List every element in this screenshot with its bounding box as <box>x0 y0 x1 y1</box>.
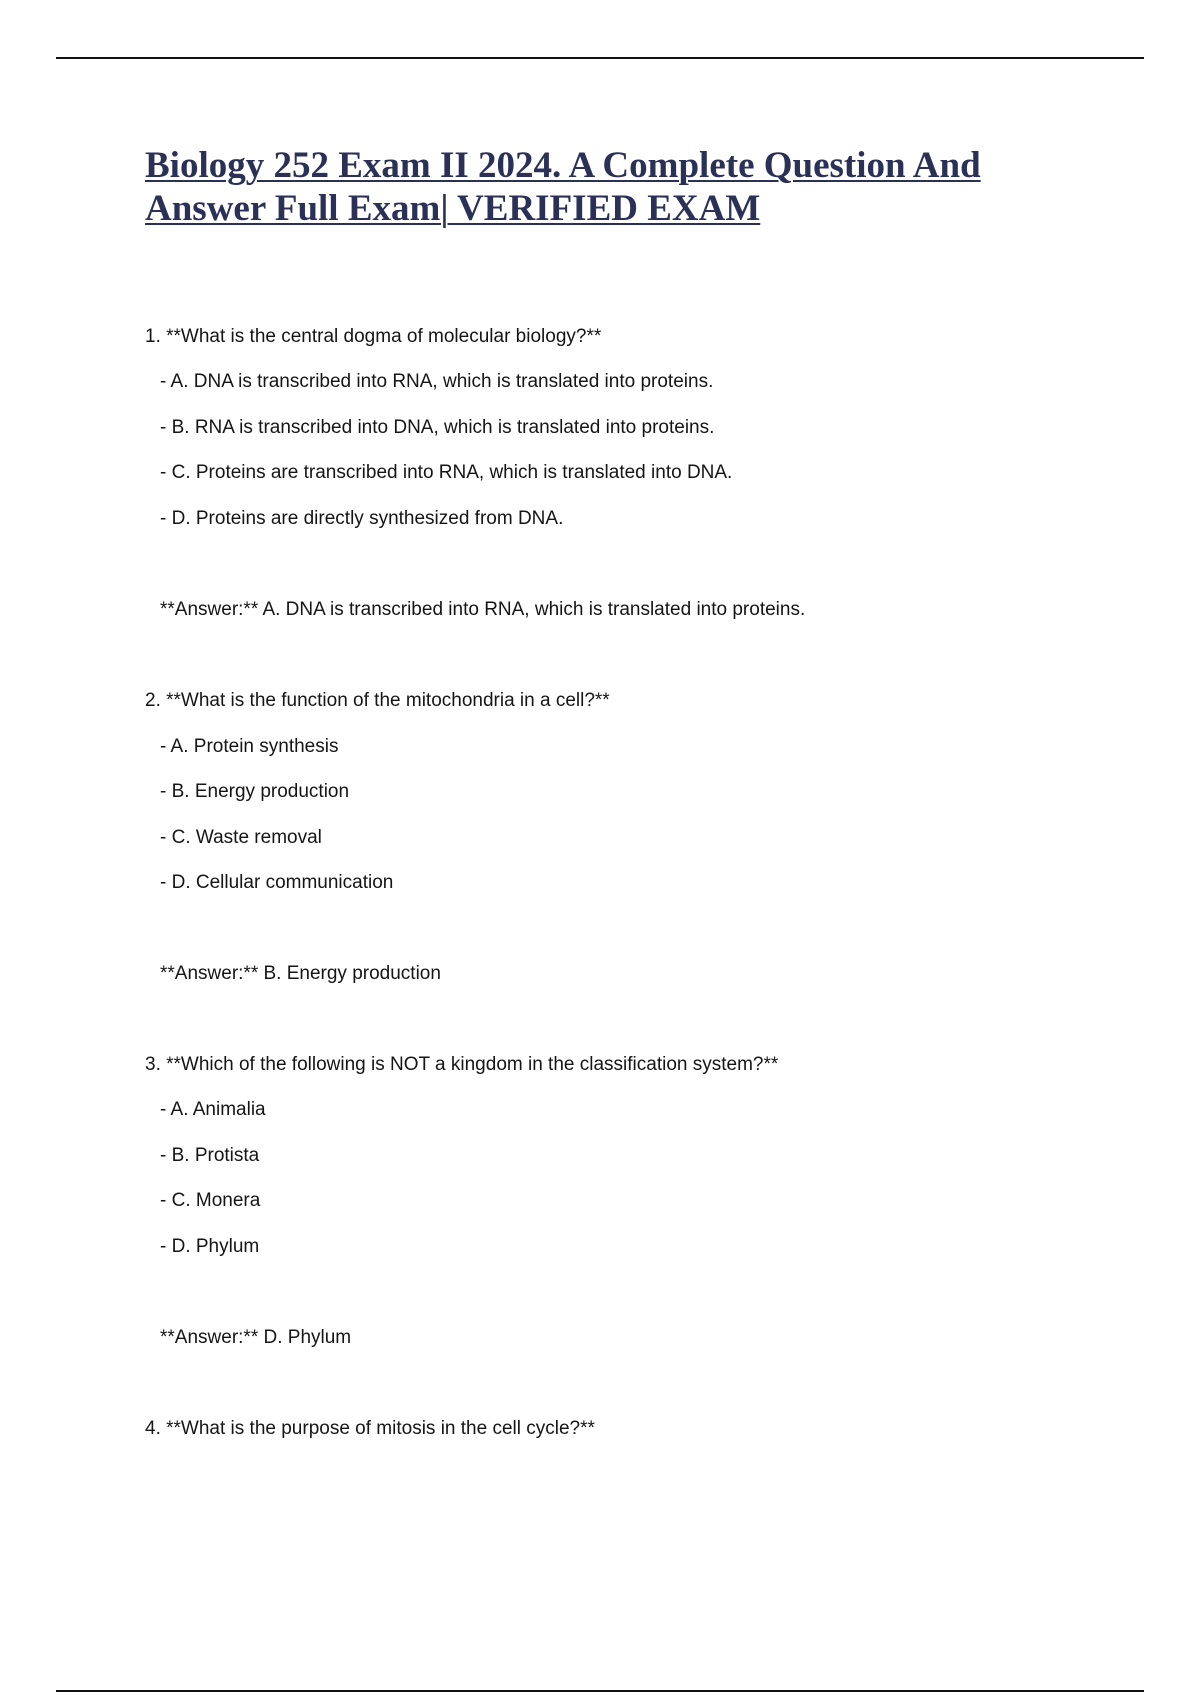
question-3-option-d: - D. Phylum <box>160 1236 260 1257</box>
question-1-option-d: - D. Proteins are directly synthesized from DNA. <box>160 508 564 529</box>
question-1-answer: **Answer:** A. DNA is transcribed into RNA, which is translated into proteins. <box>160 599 806 620</box>
question-2-option-c: - C. Waste removal <box>160 827 322 848</box>
document-title-line-2: Answer Full Exam| VERIFIED EXAM <box>145 188 761 229</box>
question-3-option-b: - B. Protista <box>160 1145 260 1166</box>
question-3-option-c: - C. Monera <box>160 1190 261 1211</box>
question-2-answer: **Answer:** B. Energy production <box>160 963 441 984</box>
question-1-option-a: - A. DNA is transcribed into RNA, which is translated into proteins. <box>160 371 714 392</box>
question-1-option-c: - C. Proteins are transcribed into RNA, which is translated into DNA. <box>160 462 733 483</box>
question-4-text: 4. **What is the purpose of mitosis in the cell cycle?** <box>145 1418 595 1439</box>
question-2-option-d: - D. Cellular communication <box>160 872 394 893</box>
question-1-text: 1. **What is the central dogma of molecular biology?** <box>145 326 602 347</box>
question-2-option-b: - B. Energy production <box>160 781 350 802</box>
question-3-option-a: - A. Animalia <box>160 1099 266 1120</box>
document-title-line-1: Biology 252 Exam II 2024. A Complete Question And <box>145 145 981 186</box>
question-2-option-a: - A. Protein synthesis <box>160 736 339 757</box>
question-2-text: 2. **What is the function of the mitochondria in a cell?** <box>145 690 610 711</box>
question-3-text: 3. **Which of the following is NOT a kingdom in the classification system?** <box>145 1054 779 1075</box>
question-3-answer: **Answer:** D. Phylum <box>160 1327 352 1348</box>
bottom-page-rule <box>56 1690 1144 1692</box>
question-1-option-b: - B. RNA is transcribed into DNA, which is translated into proteins. <box>160 417 715 438</box>
